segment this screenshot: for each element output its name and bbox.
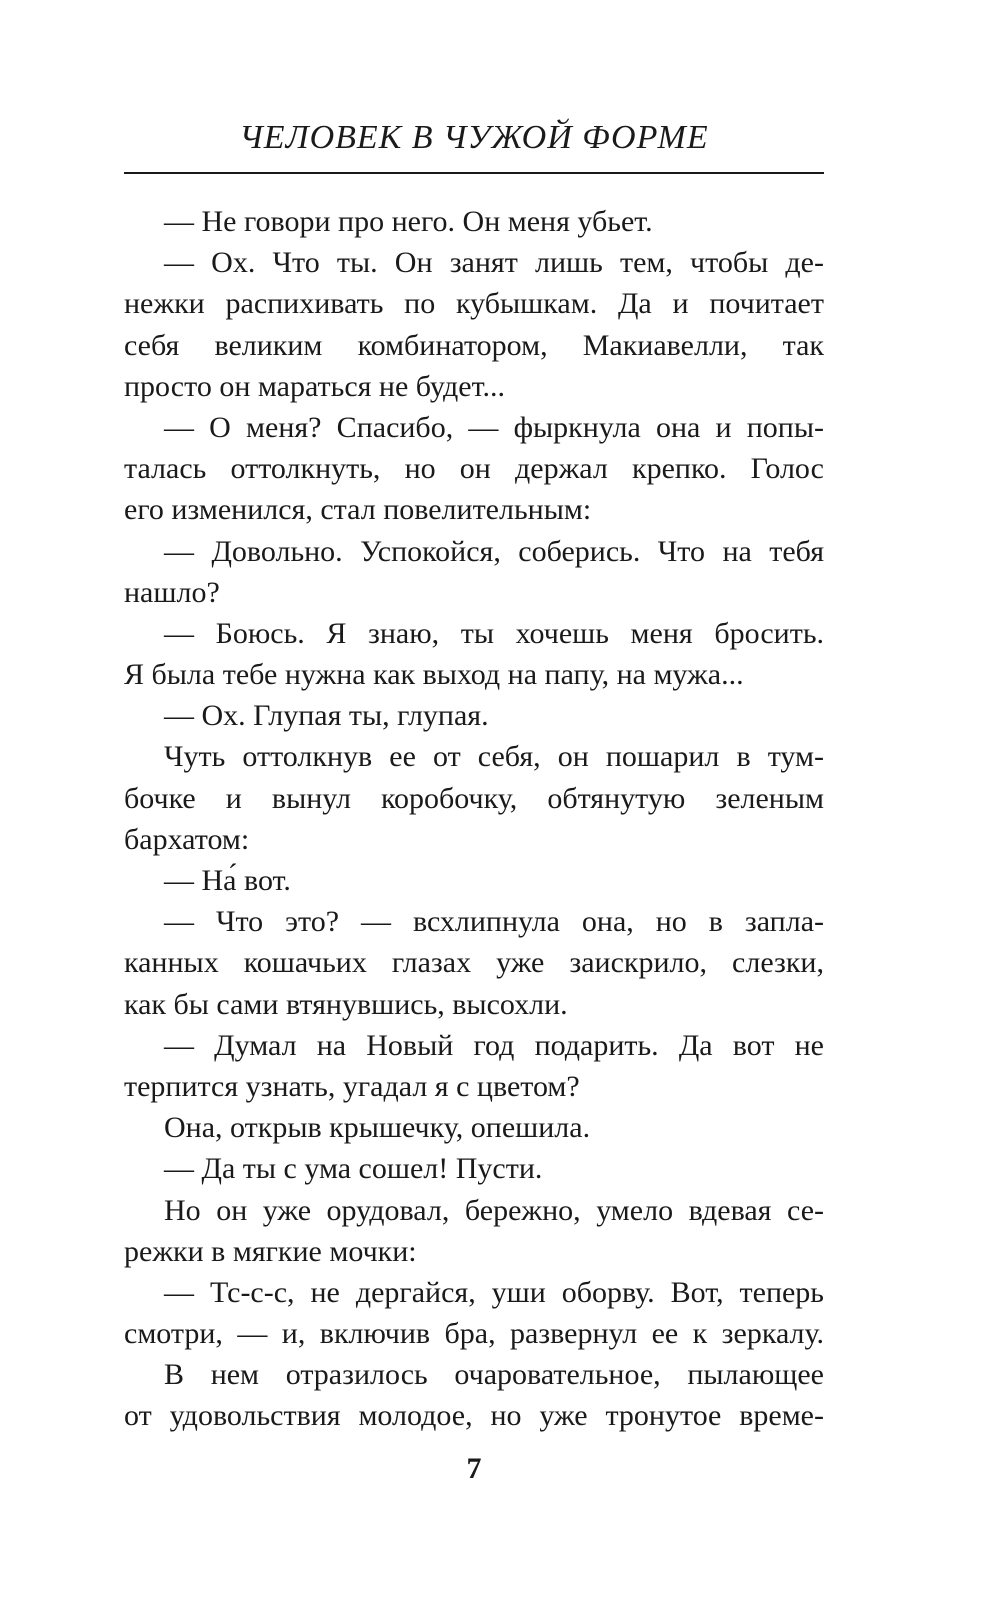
text-line: — Ох. Что ты. Он занят лишь тем, чтобы де- (164, 246, 824, 280)
text-line: режки в мягкие мочки: (124, 1234, 417, 1268)
text-line: нашло? (124, 575, 220, 609)
text-line: Она, открыв крышечку, опешила. (164, 1111, 591, 1145)
text-line: — Ох. Глупая ты, глупая. (164, 699, 489, 733)
text-line: как бы сами втянувшись, высохли. (124, 987, 568, 1021)
text-line: себя великим комбинатором, Макиавелли, так (124, 328, 824, 362)
body-text (124, 201, 824, 1437)
text-line: В нем отразилось очаровательное, пылающее (164, 1358, 824, 1392)
text-line: — Что это? — всхлипнула она, но в запла- (164, 905, 824, 939)
text-line: — Довольно. Успокойся, соберись. Что на тебя (164, 534, 824, 568)
running-head: ЧЕЛОВЕК В ЧУЖОЙ ФОРМЕ (239, 119, 709, 156)
text-line: просто он мараться не будет... (124, 369, 505, 403)
text-line: — Боюсь. Я знаю, ты хочешь меня бросить. (164, 616, 824, 650)
text-line: — Да ты с ума сошел! Пусти. (164, 1152, 543, 1186)
text-line: Но он уже орудовал, бережно, умело вдевая се- (164, 1193, 824, 1227)
text-line: талась оттолкнуть, но он держал крепко. Голос (124, 452, 824, 486)
text-line: — О меня? Спасибо, — фыркнула она и попы- (164, 410, 824, 444)
text-line: — Думал на Новый год подарить. Да вот не (164, 1028, 824, 1062)
text-line: бархатом: (124, 822, 250, 856)
text-line: терпится узнать, угадал я с цветом? (124, 1069, 580, 1103)
text-line: бочке и вынул коробочку, обтянутую зеленым (124, 781, 824, 815)
text-line: — Не говори про него. Он меня убьет. (164, 205, 653, 238)
text-line: его изменился, стал повелительным: (124, 493, 592, 527)
page-number: 7 (466, 1452, 482, 1485)
text-line: — На́ вот. (164, 864, 291, 897)
text-line: Я была тебе нужна как выход на папу, на мужа... (124, 658, 744, 692)
text-line: нежки распихивать по кубышкам. Да и почитает (124, 287, 824, 321)
text-line: канных кошачьих глазах уже заискрило, слезки, (124, 946, 824, 980)
text-line: — Тс-с-с, не дергайся, уши оборву. Вот, теперь (164, 1275, 824, 1309)
text-line: от удовольствия молодое, но уже тронутое време- (124, 1399, 824, 1433)
text-line: смотри, — и, включив бра, развернул ее к зеркалу. (124, 1317, 824, 1351)
text-line: Чуть оттолкнув ее от себя, он пошарил в тум- (164, 740, 824, 774)
header-rule (124, 172, 824, 174)
